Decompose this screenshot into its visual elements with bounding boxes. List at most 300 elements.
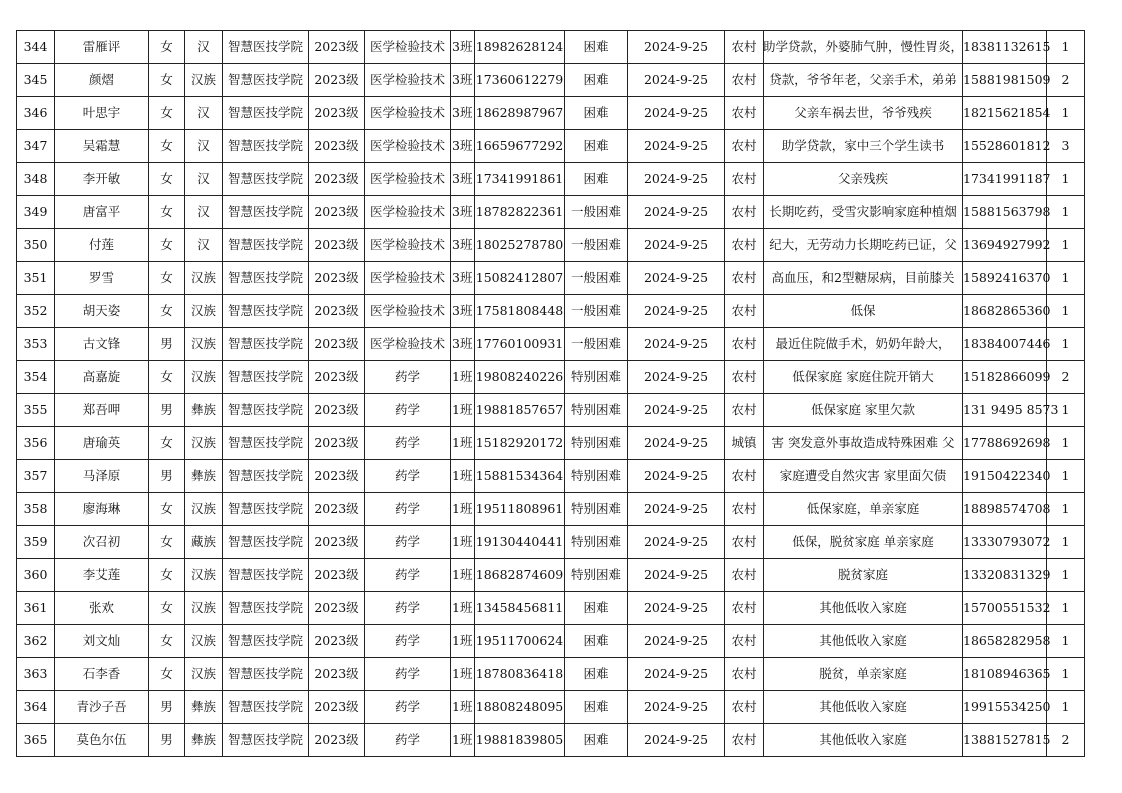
count-cell: 1 <box>1047 295 1085 328</box>
gender-cell: 女 <box>149 592 185 625</box>
gender-cell: 女 <box>149 163 185 196</box>
count-cell: 1 <box>1047 229 1085 262</box>
gender-cell: 女 <box>149 361 185 394</box>
grade-cell: 2023级 <box>309 493 365 526</box>
phone-cell: 15082412807 <box>475 262 565 295</box>
phone-cell: 18025278780 <box>475 229 565 262</box>
major-cell: 医学检验技术 <box>365 196 451 229</box>
phone-cell: 19511808961 <box>475 493 565 526</box>
count-cell: 1 <box>1047 625 1085 658</box>
class-cell: 1班 <box>451 427 475 460</box>
college-cell: 智慧医技学院 <box>223 658 309 691</box>
phone-cell: 18682874609 <box>475 559 565 592</box>
count-cell: 1 <box>1047 559 1085 592</box>
phone-cell: 16659677292 <box>475 130 565 163</box>
reason-text: 低保家庭 家里欠款 <box>811 402 915 417</box>
date-cell: 2024-9-25 <box>628 493 725 526</box>
phone-cell: 15182920172 <box>475 427 565 460</box>
phone-cell: 18782822361 <box>475 196 565 229</box>
major-cell: 药学 <box>365 592 451 625</box>
row-number-cell: 349 <box>17 196 55 229</box>
major-cell: 医学检验技术 <box>365 328 451 361</box>
gender-cell: 女 <box>149 526 185 559</box>
gender-cell: 女 <box>149 427 185 460</box>
college-cell: 智慧医技学院 <box>223 262 309 295</box>
ethnicity-cell: 汉族 <box>185 328 223 361</box>
class-cell: 3班 <box>451 97 475 130</box>
contact-phone-cell: 15700551532 <box>963 592 1047 625</box>
major-cell: 药学 <box>365 394 451 427</box>
hardship-level-cell: 困难 <box>565 691 628 724</box>
reason-text: 父亲车祸去世，爷爷残疾 <box>794 105 932 120</box>
ethnicity-cell: 汉族 <box>185 64 223 97</box>
date-cell: 2024-9-25 <box>628 361 725 394</box>
date-cell: 2024-9-25 <box>628 130 725 163</box>
table-body <box>17 31 1085 757</box>
phone-cell: 17341991861 <box>475 163 565 196</box>
row-number-cell: 355 <box>17 394 55 427</box>
count-cell: 1 <box>1047 592 1085 625</box>
major-cell: 医学检验技术 <box>365 295 451 328</box>
reason-text: 脱贫，单亲家庭 <box>819 666 907 681</box>
name-cell: 马泽原 <box>55 460 149 493</box>
hardship-level-cell: 特别困难 <box>565 460 628 493</box>
grade-cell: 2023级 <box>309 592 365 625</box>
area-cell: 农村 <box>725 130 764 163</box>
gender-cell: 女 <box>149 658 185 691</box>
count-cell: 2 <box>1047 724 1085 757</box>
gender-cell: 男 <box>149 394 185 427</box>
table-row <box>17 163 1085 196</box>
table-row <box>17 427 1085 460</box>
area-cell: 农村 <box>725 724 764 757</box>
hardship-level-cell: 困难 <box>565 64 628 97</box>
phone-cell: 19881839805 <box>475 724 565 757</box>
gender-cell: 男 <box>149 724 185 757</box>
contact-phone-cell: 15182866099 <box>963 361 1047 394</box>
name-cell: 唐富平 <box>55 196 149 229</box>
gender-cell: 女 <box>149 130 185 163</box>
major-cell: 医学检验技术 <box>365 31 451 64</box>
class-cell: 1班 <box>451 559 475 592</box>
date-cell: 2024-9-25 <box>628 328 725 361</box>
reason-cell <box>764 724 963 757</box>
date-cell: 2024-9-25 <box>628 724 725 757</box>
area-cell: 农村 <box>725 394 764 427</box>
class-cell: 3班 <box>451 295 475 328</box>
name-cell: 刘文灿 <box>55 625 149 658</box>
reason-text: 其他低收入家庭 <box>819 600 907 615</box>
major-cell: 医学检验技术 <box>365 64 451 97</box>
date-cell: 2024-9-25 <box>628 592 725 625</box>
reason-cell <box>764 691 963 724</box>
table-row <box>17 64 1085 97</box>
date-cell: 2024-9-25 <box>628 163 725 196</box>
count-cell: 1 <box>1047 196 1085 229</box>
hardship-level-cell: 一般困难 <box>565 262 628 295</box>
college-cell: 智慧医技学院 <box>223 328 309 361</box>
count-cell: 1 <box>1047 427 1085 460</box>
reason-cell <box>764 493 963 526</box>
count-cell: 1 <box>1047 394 1085 427</box>
area-cell: 农村 <box>725 163 764 196</box>
class-cell: 3班 <box>451 130 475 163</box>
contact-phone-cell: 19915534250 <box>963 691 1047 724</box>
grade-cell: 2023级 <box>309 427 365 460</box>
count-cell: 1 <box>1047 658 1085 691</box>
area-cell: 农村 <box>725 460 764 493</box>
count-cell: 2 <box>1047 361 1085 394</box>
reason-cell <box>764 427 963 460</box>
row-number-cell: 363 <box>17 658 55 691</box>
area-cell: 农村 <box>725 625 764 658</box>
table-row <box>17 328 1085 361</box>
major-cell: 药学 <box>365 691 451 724</box>
reason-text: 长期吃药，受雪灾影响家庭种植烟 <box>769 204 957 219</box>
hardship-level-cell: 特别困难 <box>565 427 628 460</box>
grade-cell: 2023级 <box>309 394 365 427</box>
hardship-level-cell: 困难 <box>565 130 628 163</box>
class-cell: 3班 <box>451 328 475 361</box>
table-row <box>17 361 1085 394</box>
row-number-cell: 345 <box>17 64 55 97</box>
class-cell: 1班 <box>451 361 475 394</box>
count-cell: 1 <box>1047 526 1085 559</box>
hardship-level-cell: 困难 <box>565 658 628 691</box>
area-cell: 农村 <box>725 31 764 64</box>
reason-text: 最近住院做手术，奶奶年龄大， <box>775 336 951 351</box>
college-cell: 智慧医技学院 <box>223 691 309 724</box>
count-cell: 1 <box>1047 328 1085 361</box>
ethnicity-cell: 汉族 <box>185 295 223 328</box>
major-cell: 药学 <box>365 361 451 394</box>
row-number-cell: 352 <box>17 295 55 328</box>
contact-phone-cell: 13881527815 <box>963 724 1047 757</box>
ethnicity-cell: 汉 <box>185 130 223 163</box>
reason-cell <box>764 460 963 493</box>
reason-cell <box>764 328 963 361</box>
class-cell: 1班 <box>451 493 475 526</box>
name-cell: 廖海琳 <box>55 493 149 526</box>
row-number-cell: 347 <box>17 130 55 163</box>
reason-text: 助学贷款，家中三个学生读书 <box>781 138 945 153</box>
table-row <box>17 691 1085 724</box>
ethnicity-cell: 彝族 <box>185 460 223 493</box>
table-row <box>17 526 1085 559</box>
hardship-level-cell: 一般困难 <box>565 295 628 328</box>
area-cell: 农村 <box>725 526 764 559</box>
row-number-cell: 364 <box>17 691 55 724</box>
count-cell: 1 <box>1047 493 1085 526</box>
ethnicity-cell: 汉族 <box>185 625 223 658</box>
class-cell: 1班 <box>451 526 475 559</box>
hardship-level-cell: 困难 <box>565 31 628 64</box>
hardship-level-cell: 特别困难 <box>565 493 628 526</box>
grade-cell: 2023级 <box>309 196 365 229</box>
area-cell: 农村 <box>725 64 764 97</box>
contact-phone-cell: 15892416370 <box>963 262 1047 295</box>
ethnicity-cell: 汉 <box>185 97 223 130</box>
name-cell: 唐瑜英 <box>55 427 149 460</box>
college-cell: 智慧医技学院 <box>223 97 309 130</box>
date-cell: 2024-9-25 <box>628 427 725 460</box>
ethnicity-cell: 汉族 <box>185 592 223 625</box>
count-cell: 1 <box>1047 31 1085 64</box>
gender-cell: 女 <box>149 295 185 328</box>
reason-cell <box>764 295 963 328</box>
hardship-level-cell: 特别困难 <box>565 361 628 394</box>
name-cell: 胡天姿 <box>55 295 149 328</box>
hardship-level-cell: 困难 <box>565 625 628 658</box>
name-cell: 次召初 <box>55 526 149 559</box>
row-number-cell: 362 <box>17 625 55 658</box>
name-cell: 付莲 <box>55 229 149 262</box>
area-cell: 城镇 <box>725 427 764 460</box>
ethnicity-cell: 汉族 <box>185 658 223 691</box>
reason-cell <box>764 97 963 130</box>
reason-text: 低保家庭，单亲家庭 <box>806 501 920 516</box>
grade-cell: 2023级 <box>309 262 365 295</box>
date-cell: 2024-9-25 <box>628 295 725 328</box>
grade-cell: 2023级 <box>309 361 365 394</box>
reason-text: 低保家庭 家庭住院开销大 <box>792 369 934 384</box>
ethnicity-cell: 汉族 <box>185 361 223 394</box>
class-cell: 1班 <box>451 460 475 493</box>
contact-phone-cell: 18898574708 <box>963 493 1047 526</box>
phone-cell: 19511700624 <box>475 625 565 658</box>
hardship-level-cell: 困难 <box>565 592 628 625</box>
grade-cell: 2023级 <box>309 460 365 493</box>
name-cell: 李开敏 <box>55 163 149 196</box>
phone-cell: 15881534364 <box>475 460 565 493</box>
college-cell: 智慧医技学院 <box>223 592 309 625</box>
area-cell: 农村 <box>725 691 764 724</box>
reason-cell <box>764 64 963 97</box>
area-cell: 农村 <box>725 262 764 295</box>
table-row <box>17 724 1085 757</box>
grade-cell: 2023级 <box>309 724 365 757</box>
major-cell: 医学检验技术 <box>365 97 451 130</box>
contact-phone-cell: 18384007446 <box>963 328 1047 361</box>
class-cell: 3班 <box>451 163 475 196</box>
gender-cell: 女 <box>149 97 185 130</box>
contact-phone-cell: 15528601812 <box>963 130 1047 163</box>
name-cell: 雷雁评 <box>55 31 149 64</box>
count-cell: 1 <box>1047 163 1085 196</box>
college-cell: 智慧医技学院 <box>223 394 309 427</box>
grade-cell: 2023级 <box>309 328 365 361</box>
phone-cell: 17760100931 <box>475 328 565 361</box>
row-number-cell: 356 <box>17 427 55 460</box>
reason-text: 父亲残疾 <box>837 171 888 186</box>
contact-phone-cell: 18381132615 <box>963 31 1047 64</box>
contact-phone-cell: 18215621854 <box>963 97 1047 130</box>
table-row <box>17 196 1085 229</box>
college-cell: 智慧医技学院 <box>223 130 309 163</box>
count-cell: 3 <box>1047 130 1085 163</box>
date-cell: 2024-9-25 <box>628 31 725 64</box>
row-number-cell: 354 <box>17 361 55 394</box>
class-cell: 1班 <box>451 625 475 658</box>
date-cell: 2024-9-25 <box>628 658 725 691</box>
reason-cell <box>764 130 963 163</box>
class-cell: 3班 <box>451 31 475 64</box>
name-cell: 高嘉旋 <box>55 361 149 394</box>
reason-text: 低保，脱贫家庭 单亲家庭 <box>792 534 934 549</box>
class-cell: 3班 <box>451 64 475 97</box>
ethnicity-cell: 汉 <box>185 229 223 262</box>
row-number-cell: 357 <box>17 460 55 493</box>
class-cell: 3班 <box>451 229 475 262</box>
reason-text: 其他低收入家庭 <box>819 699 907 714</box>
row-number-cell: 346 <box>17 97 55 130</box>
count-cell: 1 <box>1047 97 1085 130</box>
reason-text: 纪大，无劳动力长期吃药已证，父 <box>769 237 957 252</box>
gender-cell: 男 <box>149 460 185 493</box>
contact-phone-cell: 19150422340 <box>963 460 1047 493</box>
table-row <box>17 625 1085 658</box>
count-cell: 1 <box>1047 262 1085 295</box>
reason-cell <box>764 559 963 592</box>
class-cell: 1班 <box>451 724 475 757</box>
table-row <box>17 592 1085 625</box>
college-cell: 智慧医技学院 <box>223 361 309 394</box>
ethnicity-cell: 汉族 <box>185 559 223 592</box>
major-cell: 药学 <box>365 658 451 691</box>
phone-cell: 18982628124 <box>475 31 565 64</box>
row-number-cell: 353 <box>17 328 55 361</box>
grade-cell: 2023级 <box>309 163 365 196</box>
row-number-cell: 350 <box>17 229 55 262</box>
row-number-cell: 351 <box>17 262 55 295</box>
major-cell: 医学检验技术 <box>365 262 451 295</box>
row-number-cell: 358 <box>17 493 55 526</box>
college-cell: 智慧医技学院 <box>223 625 309 658</box>
gender-cell: 女 <box>149 625 185 658</box>
area-cell: 农村 <box>725 196 764 229</box>
date-cell: 2024-9-25 <box>628 526 725 559</box>
grade-cell: 2023级 <box>309 658 365 691</box>
ethnicity-cell: 汉族 <box>185 427 223 460</box>
ethnicity-cell: 汉族 <box>185 262 223 295</box>
major-cell: 药学 <box>365 526 451 559</box>
date-cell: 2024-9-25 <box>628 64 725 97</box>
grade-cell: 2023级 <box>309 64 365 97</box>
reason-cell <box>764 31 963 64</box>
table-row <box>17 460 1085 493</box>
hardship-level-cell: 特别困难 <box>565 559 628 592</box>
reason-cell <box>764 526 963 559</box>
row-number-cell: 344 <box>17 31 55 64</box>
contact-phone-cell: 15881981509 <box>963 64 1047 97</box>
ethnicity-cell: 汉 <box>185 31 223 64</box>
gender-cell: 男 <box>149 691 185 724</box>
row-number-cell: 365 <box>17 724 55 757</box>
major-cell: 医学检验技术 <box>365 163 451 196</box>
date-cell: 2024-9-25 <box>628 262 725 295</box>
hardship-level-cell: 困难 <box>565 97 628 130</box>
class-cell: 1班 <box>451 394 475 427</box>
contact-phone-cell: 17341991187 <box>963 163 1047 196</box>
name-cell: 石李香 <box>55 658 149 691</box>
date-cell: 2024-9-25 <box>628 625 725 658</box>
college-cell: 智慧医技学院 <box>223 163 309 196</box>
table-row <box>17 394 1085 427</box>
area-cell: 农村 <box>725 658 764 691</box>
college-cell: 智慧医技学院 <box>223 196 309 229</box>
class-cell: 3班 <box>451 262 475 295</box>
contact-phone-cell: 131 9495 8573 <box>963 394 1047 427</box>
contact-phone-cell: 18108946365 <box>963 658 1047 691</box>
gender-cell: 女 <box>149 229 185 262</box>
major-cell: 医学检验技术 <box>365 130 451 163</box>
table-row <box>17 493 1085 526</box>
college-cell: 智慧医技学院 <box>223 460 309 493</box>
reason-text: 低保 <box>850 303 876 318</box>
ethnicity-cell: 藏族 <box>185 526 223 559</box>
phone-cell: 19881857657 <box>475 394 565 427</box>
college-cell: 智慧医技学院 <box>223 295 309 328</box>
hardship-level-cell: 一般困难 <box>565 196 628 229</box>
student-hardship-table <box>16 30 1085 757</box>
area-cell: 农村 <box>725 328 764 361</box>
name-cell: 叶思宇 <box>55 97 149 130</box>
class-cell: 1班 <box>451 658 475 691</box>
ethnicity-cell: 汉 <box>185 196 223 229</box>
reason-cell <box>764 394 963 427</box>
grade-cell: 2023级 <box>309 295 365 328</box>
area-cell: 农村 <box>725 295 764 328</box>
reason-cell <box>764 229 963 262</box>
date-cell: 2024-9-25 <box>628 394 725 427</box>
date-cell: 2024-9-25 <box>628 196 725 229</box>
row-number-cell: 361 <box>17 592 55 625</box>
contact-phone-cell: 13320831329 <box>963 559 1047 592</box>
reason-cell <box>764 658 963 691</box>
hardship-level-cell: 一般困难 <box>565 229 628 262</box>
area-cell: 农村 <box>725 493 764 526</box>
gender-cell: 女 <box>149 196 185 229</box>
reason-text: 家庭遭受自然灾害 家里面欠债 <box>779 468 947 483</box>
count-cell: 1 <box>1047 691 1085 724</box>
area-cell: 农村 <box>725 592 764 625</box>
reason-text: 脱贫家庭 <box>837 567 888 582</box>
table-row <box>17 559 1085 592</box>
contact-phone-cell: 17788692698 <box>963 427 1047 460</box>
row-number-cell: 348 <box>17 163 55 196</box>
table-row <box>17 31 1085 64</box>
major-cell: 药学 <box>365 559 451 592</box>
gender-cell: 女 <box>149 493 185 526</box>
phone-cell: 13458456811 <box>475 592 565 625</box>
table-row <box>17 295 1085 328</box>
reason-text: 高血压，和2型糖尿病，目前膝关 <box>771 270 955 285</box>
grade-cell: 2023级 <box>309 559 365 592</box>
major-cell: 药学 <box>365 427 451 460</box>
name-cell: 罗雪 <box>55 262 149 295</box>
phone-cell: 19808240226 <box>475 361 565 394</box>
name-cell: 莫色尔伍 <box>55 724 149 757</box>
reason-cell <box>764 163 963 196</box>
phone-cell: 18628987967 <box>475 97 565 130</box>
phone-cell: 17360612279 <box>475 64 565 97</box>
reason-text: 其他低收入家庭 <box>819 633 907 648</box>
reason-cell <box>764 625 963 658</box>
count-cell: 2 <box>1047 64 1085 97</box>
college-cell: 智慧医技学院 <box>223 559 309 592</box>
reason-text: 贷款，爷爷年老，父亲手术，弟弟 <box>769 72 957 87</box>
phone-cell: 19130440441 <box>475 526 565 559</box>
